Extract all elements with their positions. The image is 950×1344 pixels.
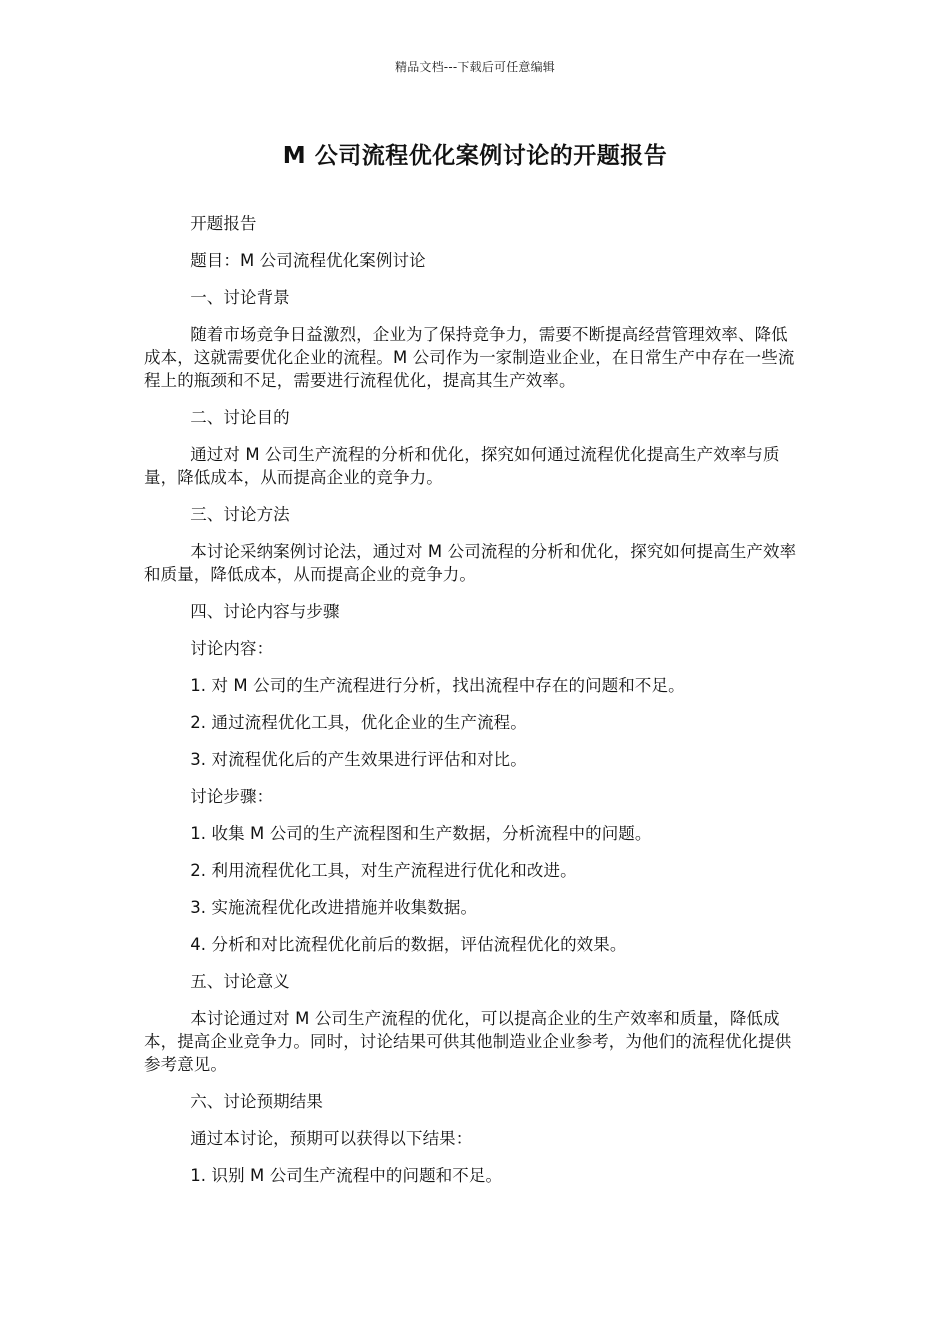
heading-significance: 五、讨论意义 — [190, 972, 290, 991]
heading-background: 一、讨论背景 — [190, 288, 290, 307]
heading-method: 三、讨论方法 — [190, 505, 290, 524]
label-content: 讨论内容： — [190, 639, 274, 658]
list-item: 1. 识别 M 公司生产流程中的问题和不足。 — [190, 1166, 503, 1185]
header-note: 精品文档---下载后可任意编辑 — [395, 60, 555, 74]
paragraph-report-label: 开题报告 — [190, 214, 257, 233]
list-item: 3. 对流程优化后的产生效果进行评估和对比。 — [190, 750, 527, 769]
paragraph-topic: 题目：M 公司流程优化案例讨论 — [190, 251, 426, 270]
paragraph-significance: 本讨论通过对 M 公司生产流程的优化，可以提高企业的生产效率和质量，降低成本，提高企业竞争力。同时，讨论结果可供其他制造业企业参考，为他们的流程优化提供参考意见。 — [144, 1009, 792, 1074]
label-steps: 讨论步骤： — [190, 787, 274, 806]
list-item: 4. 分析和对比流程优化前后的数据，评估流程优化的效果。 — [190, 935, 627, 954]
paragraph-expected-intro: 通过本讨论，预期可以获得以下结果： — [190, 1129, 473, 1148]
heading-expected-results: 六、讨论预期结果 — [190, 1092, 323, 1111]
list-item: 2. 利用流程优化工具，对生产流程进行优化和改进。 — [190, 861, 577, 880]
list-item: 3. 实施流程优化改进措施并收集数据。 — [190, 898, 478, 917]
paragraph-purpose: 通过对 M 公司生产流程的分析和优化，探究如何通过流程优化提高生产效率与质量，降低成本，从而提高企业的竞争力。 — [144, 445, 780, 487]
list-item: 1. 对 M 公司的生产流程进行分析，找出流程中存在的问题和不足。 — [190, 676, 685, 695]
paragraph-method: 本讨论采纳案例讨论法，通过对 M 公司流程的分析和优化，探究如何提高生产效率和质量，降低成本，从而提高企业的竞争力。 — [144, 542, 797, 584]
list-item: 1. 收集 M 公司的生产流程图和生产数据，分析流程中的问题。 — [190, 824, 652, 843]
heading-content-steps: 四、讨论内容与步骤 — [190, 602, 340, 621]
heading-purpose: 二、讨论目的 — [190, 408, 290, 427]
list-item: 2. 通过流程优化工具，优化企业的生产流程。 — [190, 713, 527, 732]
document-title: M 公司流程优化案例讨论的开题报告 — [282, 143, 668, 169]
document-body — [144, 212, 804, 1201]
paragraph-background: 随着市场竞争日益激烈，企业为了保持竞争力，需要不断提高经营管理效率、降低成本，这就需要优化企业的流程。M 公司作为一家制造业企业，在日常生产中存在一些流程上的瓶颈和不足，需要进行流程优化，提高其生产效率。 — [144, 325, 795, 390]
